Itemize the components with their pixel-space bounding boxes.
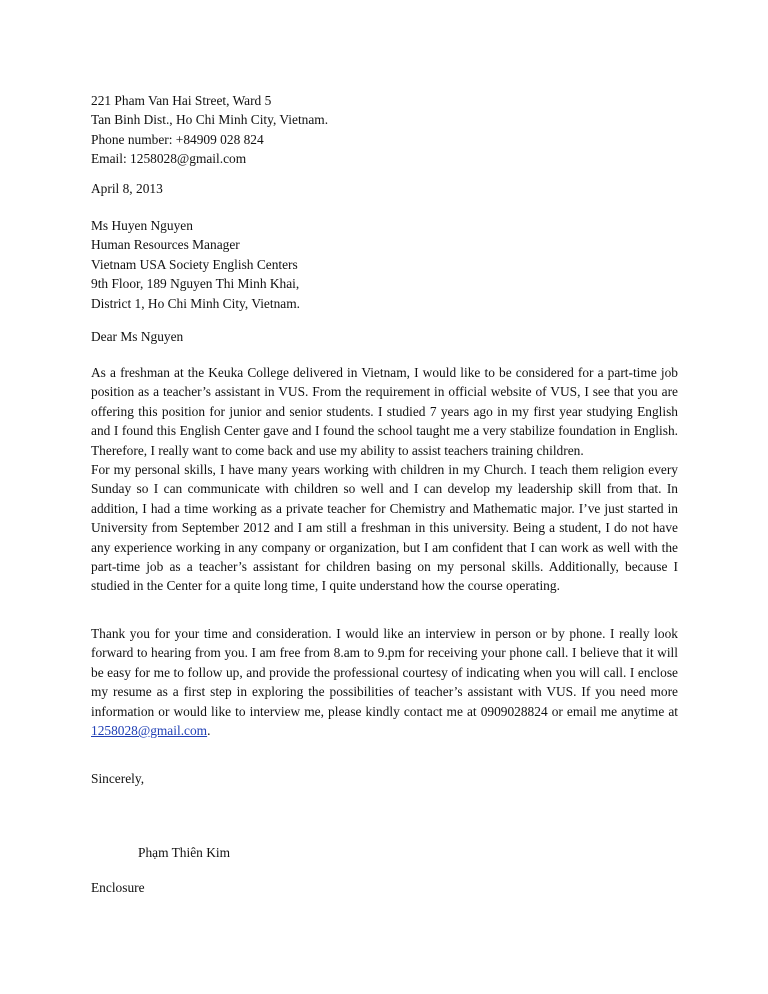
body-paragraph-2: For my personal skills, I have many years working with children in my Church. I teach them religion every Sunday so I can communicate with children so well and I can develop my leadership skill from that. In addition, I had a time working as a private teacher for Chemistry and Mathematic major. I’ve just started in University from September 2012 and I am still a freshman in this university. Being a student, I do not have any experience working in any company or organization, but I am confident that I can work as well with the part-time job as a teacher’s assistant for children basing on my personal skills. Additionally, because I studied in the Center for a quite long time, I quite understand how the course operating. bbox=[91, 462, 678, 594]
sender-email: Email: 1258028@gmail.com bbox=[91, 151, 247, 167]
signature-name: Phạm Thiên Kim bbox=[138, 845, 230, 860]
recipient-name: Ms Huyen Nguyen bbox=[91, 218, 193, 233]
sender-phone: Phone number: +84909 028 824 bbox=[91, 131, 264, 147]
letter-date-block bbox=[91, 179, 678, 198]
sender-address bbox=[91, 91, 678, 169]
recipient-address-line1: 9th Floor, 189 Nguyen Thi Minh Khai, bbox=[91, 276, 300, 292]
enclosure-block bbox=[91, 878, 678, 897]
sender-street: 221 Pham Van Hai Street, Ward 5 bbox=[91, 93, 272, 108]
enclosure: Enclosure bbox=[91, 880, 145, 895]
body-paragraph-3-text: Thank you for your time and consideration. I would like an interview in person or by phone. I really look forward to hearing from you. I am free from 8.am to 9.pm for receiving your phone call. I believe that it will be easy for me to follow up, and provide the professional courtesy of indicating when you will call. I enclose my resume as a first step in exploring the possibilities of teacher’s assistant with VUS. If you need more information or would like to interview me, please kindly contact me at 0909028824 or email me anytime at bbox=[91, 626, 678, 719]
body-paragraph-3 bbox=[91, 624, 678, 740]
recipient-address-line2: District 1, Ho Chi Minh City, Vietnam. bbox=[91, 295, 300, 311]
recipient-organization: Vietnam USA Society English Centers bbox=[91, 256, 298, 272]
closing-block bbox=[91, 769, 678, 788]
body-paragraph-1: As a freshman at the Keuka College delivered in Vietnam, I would like to be considered for a part-time job position as a teacher’s assistant in VUS. From the requirement in official website of VUS, I see that you are offering this position for junior and senior students. I studied 7 years ago in my first year studying English and I found this English Center gave and I found the school taught me a very stabilize foundation in English. Therefore, I really want to come back and use my ability to assist teachers training children. bbox=[91, 365, 678, 458]
closing: Sincerely, bbox=[91, 771, 145, 786]
salutation: Dear Ms Nguyen bbox=[91, 329, 184, 344]
salutation-block bbox=[91, 327, 678, 346]
sender-district: Tan Binh Dist., Ho Chi Minh City, Vietnam. bbox=[91, 112, 329, 128]
letter-date: April 8, 2013 bbox=[91, 181, 163, 196]
body-paragraph-3-end: . bbox=[207, 723, 211, 739]
recipient-title: Human Resources Manager bbox=[91, 237, 240, 253]
recipient-address bbox=[91, 216, 678, 313]
email-link[interactable]: 1258028@gmail.com bbox=[91, 723, 208, 739]
